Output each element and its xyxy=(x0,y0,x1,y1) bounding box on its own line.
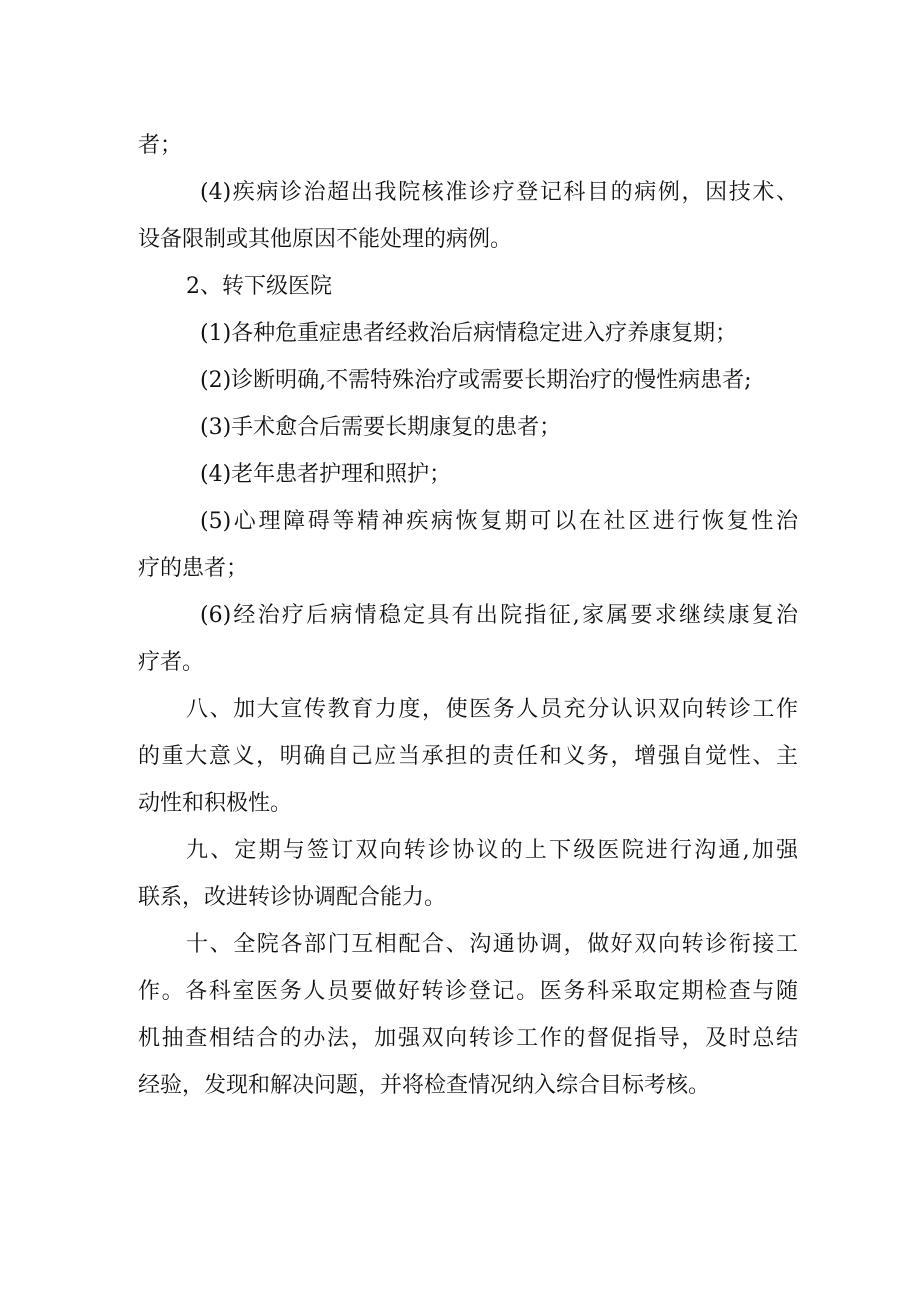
list-item: (1)各种危重症患者经救治后病情稳定进入疗养康复期； xyxy=(200,321,738,346)
text-line: 经验，发现和解决问题，并将检查情况纳入综合目标考核。 xyxy=(138,1073,711,1098)
text-line: 动性和积极性。 xyxy=(138,791,293,816)
text-line: 机抽查相结合的办法，加强双向转诊工作的督促指导，及时总结 xyxy=(138,1026,798,1051)
text-line: 设备限制或其他原因不能处理的病例。 xyxy=(138,227,513,252)
list-item: (2)诊断明确,不需特殊治疗或需要长期治疗的慢性病患者; xyxy=(200,368,752,393)
text-line: 联系，改进转诊协调配合能力。 xyxy=(138,885,447,910)
section-heading: 2、转下级医院 xyxy=(186,274,332,299)
list-item: (3)手术愈合后需要长期康复的患者； xyxy=(200,415,562,440)
text-line: (4)疾病诊治超出我院核准诊疗登记科目的病例，因技术、 xyxy=(200,180,798,205)
text-line: 疗者。 xyxy=(138,650,205,675)
paragraph-start: 八、加大宣传教育力度，使医务人员充分认识双向转诊工作 xyxy=(186,697,798,722)
text-line: 疗的患者； xyxy=(138,556,249,581)
list-item: (4)老年患者护理和照护； xyxy=(200,462,452,487)
text-line: 作。各科室医务人员要做好转诊登记。医务科采取定期检查与随 xyxy=(138,979,798,1004)
document-body xyxy=(138,122,798,1109)
list-item: (5)心理障碍等精神疾病恢复期可以在社区进行恢复性治 xyxy=(200,509,798,534)
list-item: (6)经治疗后病情稳定具有出院指征,家属要求继续康复治 xyxy=(200,603,798,628)
text-line: 者； xyxy=(138,133,183,158)
paragraph-start: 九、定期与签订双向转诊协议的上下级医院进行沟通,加强 xyxy=(186,838,798,863)
text-line: 的重大意义，明确自己应当承担的责任和义务，增强自觉性、主 xyxy=(138,744,798,769)
paragraph-start: 十、全院各部门互相配合、沟通协调，做好双向转诊衔接工 xyxy=(186,932,798,957)
